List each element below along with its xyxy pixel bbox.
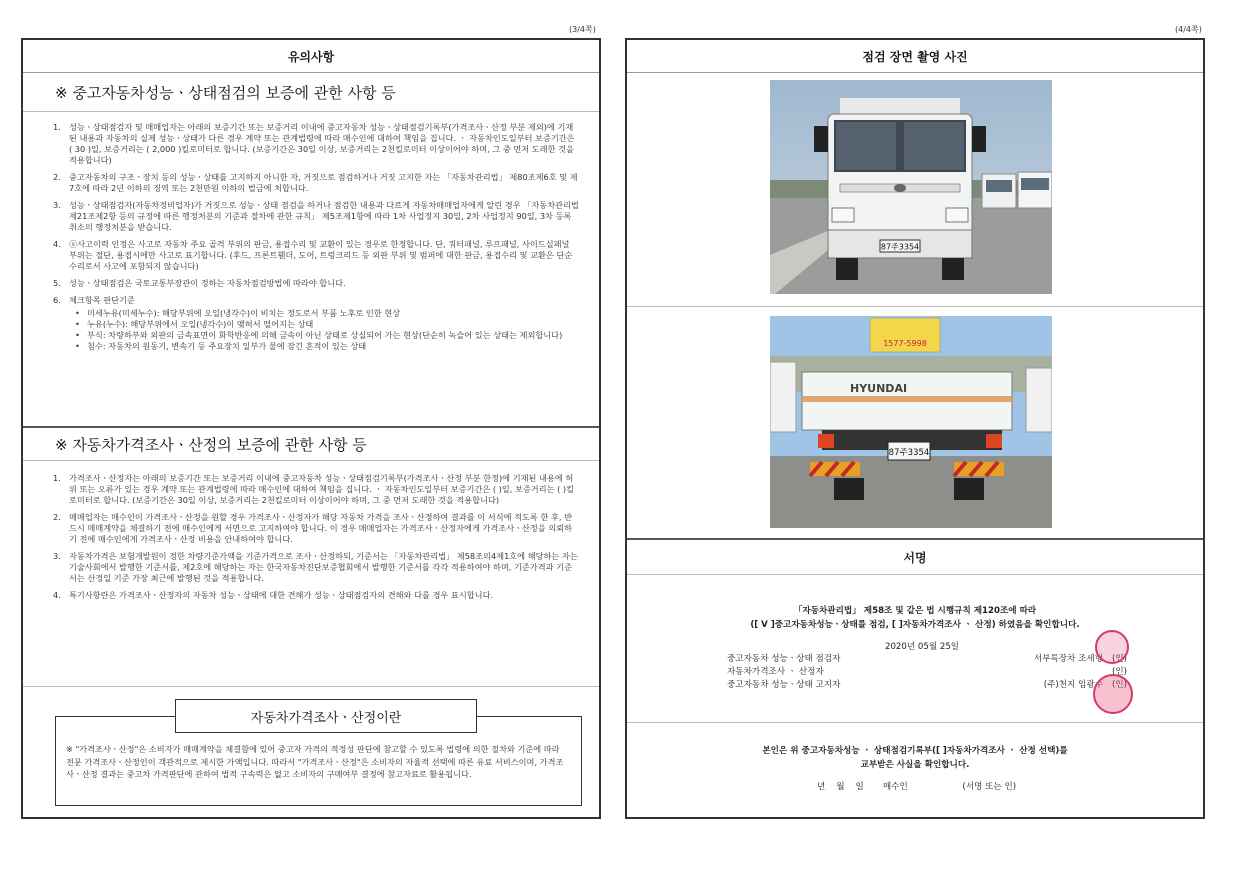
- criteria-text: 부식: 차량하부와 외판의 금속표면이 화학반응에 의해 금속이 아닌 상태로 상실되어 가는 현상(단순히 녹슬어 있는 상태는 제외합니다): [87, 330, 563, 340]
- notice-title: 자동차가격조사ㆍ산정이란: [175, 699, 477, 733]
- item-text: 성능ㆍ상태점검자(자동차정비업자)가 거짓으로 성능ㆍ상태 점검을 하거나 점검한 내용과 다르게 자동차매매업자에게 알린 경우 「자동차관리법 제21조제2항 등의 규정에 따른 행정처분의 기준과 절차에 관한 규칙」 제5조제1항에 따라 1차 사업정지 30일, 2차 사업정지 90일, 3차 등록취소의 행정처분을 받습니다.: [69, 200, 579, 232]
- caution-header: 유의사항: [23, 40, 599, 73]
- buyer-line: 년 월 일 매수인 (서명 또는 인): [817, 782, 1017, 792]
- item-text: 성능ㆍ상태점검자 및 매매업자는 아래의 보증기간 또는 보증거리 이내에 중고자동차 성능ㆍ상태점검기록부(가격조사ㆍ산정 부분 제외)에 기재된 내용과 자동차의 실제 성능ㆍ상태가 다른 경우 계약 또는 관계법령에 따라 매수인에 대하여 책임을 집니다. ㆍ 자동차인도일부터 보증기간은 ( 30 )일, 보증거리는 ( 2,000 )킬로미터로 합니다. (보증기간은 30일 이상, 보증거리는 2천킬로미터 이상이어야 하며, 그 중 먼저 도래한 것을 적용합니다): [69, 122, 575, 165]
- item-number: 3.: [53, 200, 61, 210]
- caution-panel: [21, 38, 601, 819]
- page-number-left: (3/4쪽): [569, 25, 596, 34]
- item-number: 4.: [53, 590, 61, 600]
- section1-title: ※ 중고자동차성능ㆍ상태점검의 보증에 관한 사항 등: [55, 83, 396, 102]
- front-plate-text: 87주3354: [880, 242, 920, 252]
- criteria-text: 미세누유(미세누수): 해당부위에 오일(냉각수)이 비치는 정도로서 부품 노후로 인한 현상: [87, 308, 401, 318]
- confirm-line-1: 본인은 위 중고자동차성능 ㆍ 상태점검기록부([ ]자동차가격조사 ㆍ 산정 선택)를: [762, 746, 1068, 756]
- item-text: ⓐ사고이력 인정은 사고로 자동차 주요 골격 부위의 판금, 용접수리 및 교환이 있는 경우로 한정합니다. 단, 쿼터패널, 루프패널, 사이드실패널 부위는 절단, 용접시에만 사고로 표기합니다. (후드, 프론트휀더, 도어, 트렁크리드 등 외판 부위 및 범퍼에 대한 판금, 용접수리 및 교환은 단순수리로서 사고에 포함되지 않습니다): [69, 239, 573, 271]
- signer-row: [727, 678, 1127, 691]
- criteria-text: 누유(누수): 해당부위에서 오일(냉각수)이 맺혀서 떨어지는 상태: [87, 319, 314, 329]
- item-text: 중고자동차의 구조ㆍ장치 등의 성능ㆍ상태를 고지하지 아니한 자, 거짓으로 점검하거나 거짓 고지한 자는 「자동차관리법」 제80조제6호 및 제7호에 따라 2년 이하의 징역 또는 2천만원 이하의 벌금에 처합니다.: [69, 172, 578, 193]
- signer-name: (주)천지 임광수: [1043, 680, 1103, 690]
- signer-name: 서부특장차 조세형: [1033, 654, 1103, 664]
- item-number: 1.: [53, 122, 61, 132]
- signer-role: 중고자동차 성능ㆍ상태 점검자: [727, 654, 841, 664]
- criteria-item: [69, 319, 579, 330]
- item-text: 체크항목 판단기준: [69, 295, 135, 305]
- seal-mark: (인): [1111, 667, 1127, 677]
- rear-truck-photo: [770, 316, 1052, 528]
- section2-item: [53, 590, 579, 601]
- bullet-icon: •: [75, 308, 80, 318]
- item-number: 3.: [53, 551, 61, 561]
- stamp-seal: [1093, 674, 1133, 714]
- section2-item: [53, 512, 579, 545]
- signer-role: 자동차가격조사 ㆍ 산정자: [727, 667, 824, 677]
- rear-plate-text: 87주3354: [888, 448, 930, 458]
- section1-list: [23, 122, 599, 306]
- signer-row: [727, 652, 1127, 665]
- stamp-seal: [1095, 630, 1129, 664]
- signer-row: [727, 665, 1127, 678]
- section2-list: [23, 473, 599, 601]
- confirm-line-2: 교부받은 사실을 확인합니다.: [860, 760, 970, 770]
- item-number: 5.: [53, 278, 61, 288]
- seal-mark: (인): [1111, 680, 1127, 690]
- signer-role: 중고자동차 성능ㆍ상태 고지자: [727, 680, 841, 690]
- seal-mark: (인): [1111, 654, 1127, 664]
- criteria-item: [69, 308, 579, 319]
- item-number: 6.: [53, 295, 61, 305]
- item-number: 1.: [53, 473, 61, 483]
- item-number: 2.: [53, 512, 61, 522]
- item-text: 특기사항란은 가격조사ㆍ산정자의 자동차 성능ㆍ상태에 대한 견해가 성능ㆍ상태점검자의 견해와 다를 경우 표시합니다.: [69, 590, 494, 600]
- section1-item: [53, 172, 579, 194]
- section2-item: [53, 551, 579, 584]
- item-text: 매매업자는 매수인이 가격조사ㆍ산정을 원할 경우 가격조사ㆍ산정자가 해당 자동차 가격을 조사ㆍ산정하여 결과를 이 서식에 적도록 한 후, 반드시 매매계약을 체결하기 전에 매수인에게 서면으로 고지하여야 합니다. 이 경우 매매업자는 가격조사ㆍ산정자에게 가격조사ㆍ산정을 의뢰하기 전에 매수인에게 가격조사ㆍ산정 비용을 안내하여야 합니다.: [69, 512, 573, 544]
- rear-brand-text: HYUNDAI: [850, 382, 908, 395]
- bullet-icon: •: [75, 319, 80, 329]
- item-number: 4.: [53, 239, 61, 249]
- signer-list: [727, 652, 1127, 691]
- sign-date: 2020년 05월 25일: [885, 642, 960, 652]
- section1-item: [53, 239, 579, 272]
- item-number: 2.: [53, 172, 61, 182]
- bullet-icon: •: [75, 330, 80, 340]
- section2-item: [53, 473, 579, 506]
- item-text: 성능ㆍ상태점검은 국토교통부장관이 정하는 자동차점검방법에 따라야 합니다.: [69, 278, 346, 288]
- photo-header: 점검 장면 촬영 사진: [627, 40, 1203, 73]
- front-truck-photo: [770, 80, 1052, 294]
- bullet-icon: •: [75, 341, 80, 351]
- criteria-item: [69, 341, 579, 352]
- section1-item: [53, 200, 579, 233]
- item-text: 가격조사ㆍ산정자는 아래의 보증기간 또는 보증거리 이내에 중고자동차 성능ㆍ상태점검기록부(가격조사ㆍ산정 부분 한정)에 기재된 내용에 허위 또는 오류가 있는 경우 계약 또는 관계법령에 따라 매수인에 대하여 책임을 집니다. ㆍ 자동차인도일부터 보증기간은 ( )일, 보증거리는 ( )킬로미터로 합니다. (보증기간은 30일 이상, 보증거리는 2천킬로미터 이상이어야 하며, 그 중 먼저 도래한 것을 적용합니다): [69, 473, 575, 505]
- criteria-text: 침수: 자동차의 원동기, 변속기 등 주요장치 일부가 물에 잠긴 흔적이 있는 상태: [87, 341, 367, 351]
- section1-item: [53, 278, 579, 289]
- photo-panel: [625, 38, 1205, 819]
- section1-criteria: [23, 308, 599, 352]
- rear-sign-text: 1577-5998: [883, 339, 927, 348]
- page-number-right: (4/4쪽): [1175, 25, 1202, 34]
- section2-title: ※ 자동차가격조사ㆍ산정의 보증에 관한 사항 등: [55, 435, 367, 454]
- notice-text: ※ "가격조사ㆍ산정"은 소비자가 매매계약을 체결함에 있어 중고자 가격의 적정성 판단에 참고할 수 있도록 법령에 의한 절차와 기준에 따라 전문 가격조사ㆍ산정인이 객관적으로 제시한 가액입니다. 따라서 "가격조사ㆍ산정"은 소비자의 자율적 선택에 따른 유료 서비스이며, 가격조사ㆍ산정 결과는 중고차 가격판단에 관하여 법적 구속력은 없고 소비자의 구매여부 결정에 참고자료로 활용됩니다.: [66, 744, 564, 779]
- law-line-1: 「자동차관리법」 제58조 및 같은 법 시행규칙 제120조에 따라: [793, 606, 1037, 616]
- law-line-2: ([ V ]중고자동차성능ㆍ상태를 점검, [ ]자동차가격조사 ㆍ 산정) 하였음을 확인합니다.: [750, 620, 1080, 630]
- item-text: 자동차가격은 보험개발원이 정한 차량기준가액을 기준가격으로 조사ㆍ산정하되, 기준서는 「자동차관리법」 제58조의4제1호에 해당하는 자는 기술사회에서 발행한 기준서를, 제2호에 해당하는 자는 한국자동차진단보증협회에서 발행한 기준서를 각각 적용하여야 하며, 기준가격과 기준서는 산정일 기준 가장 최근에 발행된 것을 적용합니다.: [69, 551, 578, 583]
- criteria-item: [69, 330, 579, 341]
- section1-item: [53, 295, 579, 306]
- signature-header: 서명: [903, 550, 927, 565]
- section1-item: [53, 122, 579, 166]
